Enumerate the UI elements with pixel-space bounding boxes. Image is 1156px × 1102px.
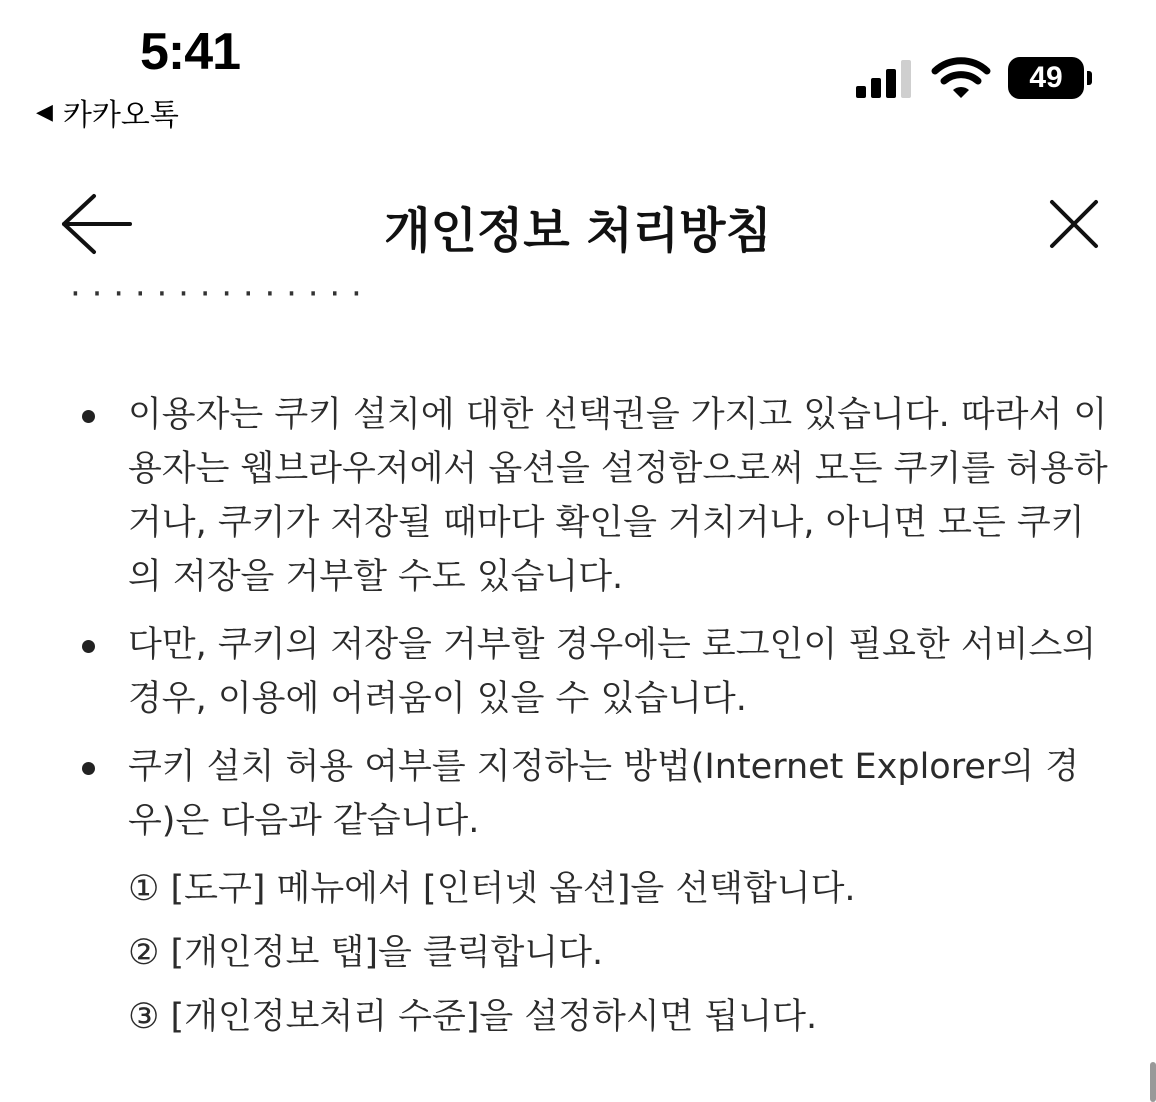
bullet-text: 이용자는 쿠키 설치에 대한 선택권을 가지고 있습니다. 따라서 이용자는 웹브라우저에서 옵션을 설정함으로써 모든 쿠키를 허용하거나, 쿠키가 저장될 때마다 확인을 거치거나, 아니면 모든 쿠키의 저장을 거부할 수도 있습니다. <box>128 395 1108 597</box>
bullet-text: 쿠키 설치 허용 여부를 지정하는 방법(Internet Explorer의 경우)은 다음과 같습니다. <box>128 747 1080 841</box>
policy-content <box>76 388 1116 1044</box>
clipped-previous-line: · · · · · · · · · · · · · · <box>70 274 362 314</box>
battery-level: 49 <box>1029 61 1063 94</box>
bullet-dot <box>82 410 95 423</box>
bullet-dot <box>82 762 95 775</box>
cookie-steps <box>76 862 1116 1044</box>
step-1: ① [도구] 메뉴에서 [인터넷 옵션]을 선택합니다. <box>128 869 856 909</box>
battery-cap <box>1087 71 1092 85</box>
back-triangle-icon: ◀ <box>36 99 53 125</box>
page-title: 개인정보 처리방침 <box>384 203 772 259</box>
back-to-app-button[interactable] <box>36 90 179 134</box>
bullet-text: 다만, 쿠키의 저장을 거부할 경우에는 로그인이 필요한 서비스의 경우, 이용에 어려움이 있을 수 있습니다. <box>128 625 1097 719</box>
list-item <box>76 740 1116 848</box>
step-2: ② [개인정보 탭]을 클릭합니다. <box>128 933 604 973</box>
step-3: ③ [개인정보처리 수준]을 설정하시면 됩니다. <box>128 997 818 1037</box>
bullet-dot <box>82 640 95 653</box>
back-app-label: 카카오톡 <box>62 98 179 133</box>
wifi-icon <box>932 56 990 100</box>
battery-indicator <box>1008 57 1084 99</box>
scrollbar[interactable] <box>1150 1062 1156 1102</box>
list-item <box>76 388 1116 604</box>
close-icon[interactable] <box>1046 196 1102 252</box>
list-item <box>76 618 1116 726</box>
cellular-signal-icon <box>856 60 914 98</box>
status-time: 5:41 <box>140 23 241 81</box>
